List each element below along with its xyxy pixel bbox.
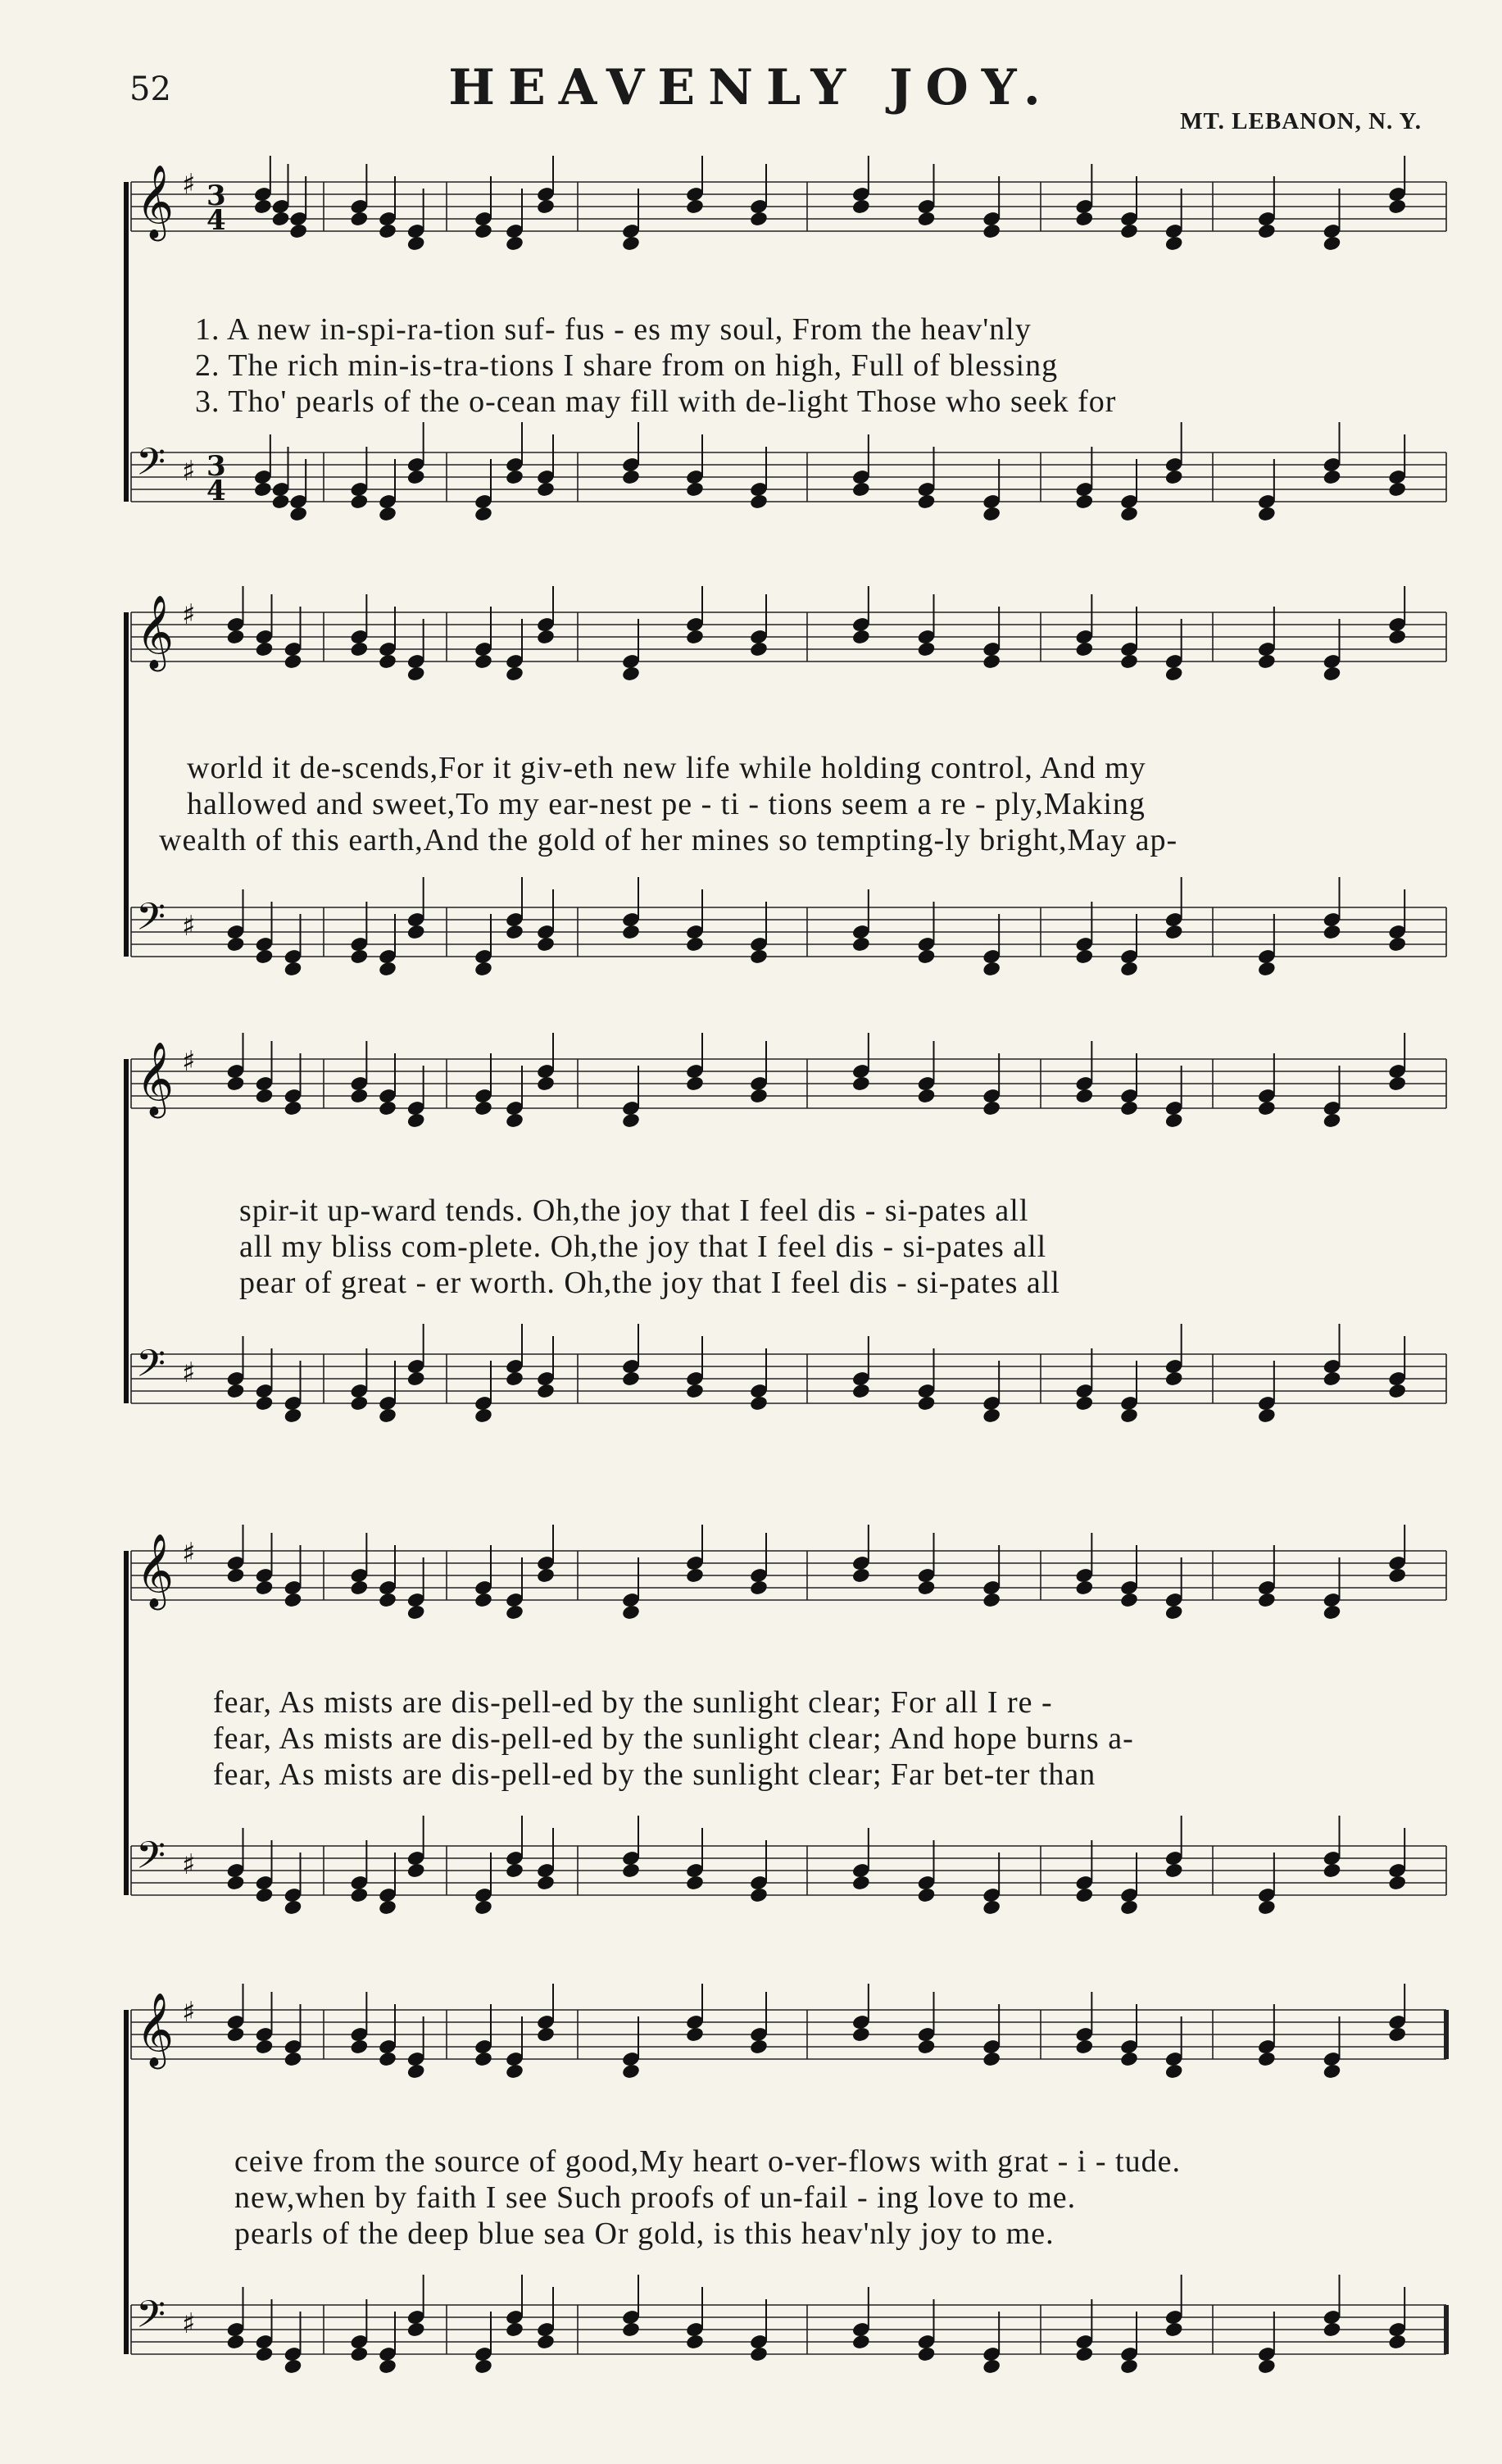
notehead	[982, 1592, 1001, 1609]
notehead	[1387, 936, 1407, 953]
notehead	[253, 198, 273, 216]
notehead	[621, 1862, 641, 1880]
notehead	[406, 924, 426, 941]
notehead	[284, 653, 303, 671]
notehead	[851, 2334, 871, 2351]
notehead	[749, 2039, 769, 2056]
notehead	[288, 506, 308, 523]
notehead	[226, 1567, 246, 1584]
notehead	[255, 2346, 275, 2363]
lyric-line-verse-1: fear, As mists are dis-pell-ed by the sunlight clear; For all I re -	[213, 1685, 1053, 1720]
notehead	[349, 2346, 369, 2363]
notehead	[749, 493, 769, 511]
notehead	[1164, 1862, 1184, 1880]
lyric-line-verse-1: spir-it up-ward tends. Oh,the joy that I feel dis - si-pates all	[239, 1193, 1029, 1228]
notehead	[271, 493, 291, 511]
notehead	[378, 506, 397, 523]
notehead	[1323, 1862, 1342, 1880]
notehead	[378, 1899, 397, 1916]
notehead	[1387, 1075, 1407, 1093]
notehead	[378, 2358, 397, 2375]
notehead	[1119, 223, 1139, 240]
notehead	[1074, 948, 1094, 966]
sharp-icon: ♯	[182, 1045, 196, 1078]
notehead	[288, 223, 308, 240]
notehead	[226, 629, 246, 646]
notehead	[851, 2026, 871, 2043]
notehead	[621, 924, 641, 941]
notehead	[255, 1395, 275, 1412]
notehead	[621, 469, 641, 486]
time-signature: 3	[206, 450, 226, 483]
lyric-line-verse-2: new,when by faith I see Such proofs of un-fail - ing love to me.	[234, 2180, 1077, 2215]
notehead	[749, 1088, 769, 1105]
notehead	[349, 1088, 369, 1105]
sharp-icon: ♯	[182, 1848, 196, 1881]
time-signature: 3	[206, 180, 226, 212]
notehead	[536, 629, 556, 646]
notehead	[1387, 1567, 1407, 1584]
notehead	[982, 2051, 1001, 2068]
origin-attribution: MT. LEBANON, N. Y.	[1180, 108, 1422, 134]
notehead	[1074, 641, 1094, 658]
lyric-line-verse-3: 3. Tho' pearls of the o-cean may fill with de-light Those who seek for	[195, 384, 1117, 419]
notehead	[349, 641, 369, 658]
lyric-line-verse-3: pear of great - er worth. Oh,the joy that I feel dis - si-pates all	[239, 1266, 1060, 1300]
notehead	[851, 1567, 871, 1584]
notehead	[982, 2358, 1001, 2375]
notehead	[749, 1887, 769, 1904]
notehead	[284, 1592, 303, 1609]
notehead	[536, 2026, 556, 2043]
lyric-line-verse-1: 1. A new in-spi-ra-tion suf- fus - es my soul, From the heav'nly	[195, 312, 1032, 347]
notehead	[1323, 1371, 1342, 1388]
time-signature: 4	[206, 475, 226, 507]
notehead	[536, 936, 556, 953]
notehead	[505, 924, 524, 941]
notehead	[1257, 223, 1277, 240]
bass-clef-icon: 𝄢	[136, 895, 166, 948]
bass-clef-icon: 𝄢	[136, 440, 166, 493]
notehead	[1164, 924, 1184, 941]
notehead	[505, 2321, 524, 2339]
notehead	[621, 1604, 641, 1621]
notehead	[1119, 961, 1139, 978]
notehead	[851, 198, 871, 216]
notehead	[255, 1580, 275, 1597]
notehead	[505, 2063, 524, 2080]
notehead	[749, 1580, 769, 1597]
notehead	[917, 1088, 937, 1105]
notehead	[1164, 1371, 1184, 1388]
lyric-line-verse-1: world it de-scends,For it giv-eth new life while holding control, And my	[187, 751, 1146, 785]
notehead	[1323, 469, 1342, 486]
notehead	[982, 1407, 1001, 1425]
notehead	[749, 2346, 769, 2363]
notehead	[406, 1371, 426, 1388]
notehead	[253, 481, 273, 498]
notehead	[474, 961, 493, 978]
notehead	[917, 2039, 937, 2056]
notehead	[749, 948, 769, 966]
notehead	[685, 1875, 705, 1892]
lyric-line-verse-1: ceive from the source of good,My heart o-ver-flows with grat - i - tude.	[234, 2144, 1181, 2179]
notehead	[917, 641, 937, 658]
notehead	[536, 1383, 556, 1400]
notehead	[982, 653, 1001, 671]
notehead	[1257, 1592, 1277, 1609]
notehead	[226, 936, 246, 953]
notehead	[536, 1567, 556, 1584]
notehead	[536, 481, 556, 498]
notehead	[505, 666, 524, 683]
notehead	[349, 2039, 369, 2056]
notehead	[851, 1875, 871, 1892]
notehead	[621, 1112, 641, 1130]
notehead	[474, 1592, 493, 1609]
notehead	[851, 1383, 871, 1400]
notehead	[1119, 653, 1139, 671]
lyric-line-verse-2: all my bliss com-plete. Oh,the joy that I feel dis - si-pates all	[239, 1230, 1047, 1264]
notehead	[255, 2039, 275, 2056]
notehead	[378, 223, 397, 240]
notehead	[1387, 1875, 1407, 1892]
notehead	[1323, 924, 1342, 941]
time-signature: 4	[206, 204, 226, 237]
notehead	[406, 666, 426, 683]
notehead	[505, 235, 524, 252]
notehead	[685, 481, 705, 498]
notehead	[1323, 666, 1342, 683]
notehead	[917, 2346, 937, 2363]
notehead	[378, 1592, 397, 1609]
lyric-line-verse-2: 2. The rich min-is-tra-tions I share from on high, Full of blessing	[195, 348, 1059, 383]
notehead	[406, 1862, 426, 1880]
notehead	[378, 961, 397, 978]
notehead	[1074, 2346, 1094, 2363]
music-system-2	[0, 586, 1502, 1012]
notehead	[851, 936, 871, 953]
notehead	[1387, 629, 1407, 646]
notehead	[378, 653, 397, 671]
notehead	[749, 641, 769, 658]
notehead	[685, 1383, 705, 1400]
notehead	[255, 948, 275, 966]
notehead	[917, 1580, 937, 1597]
notehead	[685, 2334, 705, 2351]
notehead	[685, 1075, 705, 1093]
sharp-icon: ♯	[182, 1357, 196, 1389]
notehead	[474, 2358, 493, 2375]
notehead	[474, 1407, 493, 1425]
notehead	[1257, 2358, 1277, 2375]
notehead	[536, 198, 556, 216]
notehead	[1119, 1592, 1139, 1609]
page-number: 52	[129, 70, 171, 108]
notehead	[917, 948, 937, 966]
notehead	[505, 1604, 524, 1621]
notehead	[1164, 666, 1184, 683]
notehead	[1119, 1100, 1139, 1117]
bass-clef-icon: 𝄢	[136, 1834, 166, 1887]
notehead	[378, 1100, 397, 1117]
notehead	[1119, 1407, 1139, 1425]
notehead	[406, 2321, 426, 2339]
notehead	[749, 1395, 769, 1412]
notehead	[505, 1112, 524, 1130]
notehead	[1387, 2026, 1407, 2043]
notehead	[284, 1899, 303, 1916]
notehead	[1387, 198, 1407, 216]
treble-clef-icon: 𝄞	[136, 595, 175, 669]
music-system-3	[0, 1033, 1502, 1492]
notehead	[349, 1887, 369, 1904]
notehead	[1387, 1383, 1407, 1400]
notehead	[1164, 235, 1184, 252]
notehead	[378, 1407, 397, 1425]
sharp-icon: ♯	[182, 2307, 196, 2340]
notehead	[1257, 961, 1277, 978]
notehead	[255, 641, 275, 658]
notehead	[621, 1371, 641, 1388]
notehead	[1074, 2039, 1094, 2056]
treble-clef-icon: 𝄞	[136, 1534, 175, 1607]
notehead	[1323, 2321, 1342, 2339]
notehead	[474, 1899, 493, 1916]
notehead	[474, 223, 493, 240]
notehead	[284, 961, 303, 978]
notehead	[1257, 506, 1277, 523]
treble-clef-icon: 𝄞	[136, 1042, 175, 1116]
treble-clef-icon: 𝄞	[136, 1993, 175, 2066]
hymn-title: HEAVENLY JOY.	[448, 59, 1054, 116]
notehead	[982, 506, 1001, 523]
lyric-line-verse-2: hallowed and sweet,To my ear-nest pe - ti - tions seem a re - ply,Making	[187, 787, 1146, 821]
notehead	[621, 2063, 641, 2080]
notehead	[1257, 1407, 1277, 1425]
notehead	[255, 1088, 275, 1105]
lyric-line-verse-3: fear, As mists are dis-pell-ed by the sunlight clear; Far bet-ter than	[213, 1757, 1096, 1792]
bass-clef-icon: 𝄢	[136, 1342, 166, 1395]
notehead	[917, 493, 937, 511]
notehead	[474, 2051, 493, 2068]
notehead	[1257, 1100, 1277, 1117]
notehead	[378, 2051, 397, 2068]
lyric-line-verse-3: pearls of the deep blue sea Or gold, is this heav'nly joy to me.	[234, 2216, 1055, 2251]
notehead	[1323, 1604, 1342, 1621]
lyric-line-verse-3: wealth of this earth,And the gold of her mines so tempting-ly bright,May ap-	[159, 823, 1178, 857]
notehead	[474, 1100, 493, 1117]
notehead	[406, 1604, 426, 1621]
notehead	[982, 223, 1001, 240]
notehead	[621, 666, 641, 683]
notehead	[1119, 2051, 1139, 2068]
bass-clef-icon: 𝄢	[136, 2293, 166, 2346]
notehead	[474, 506, 493, 523]
notehead	[271, 211, 291, 228]
notehead	[1119, 506, 1139, 523]
notehead	[406, 1112, 426, 1130]
notehead	[685, 629, 705, 646]
notehead	[1257, 1899, 1277, 1916]
lyric-line-verse-2: fear, As mists are dis-pell-ed by the sunlight clear; And hope burns a-	[213, 1721, 1134, 1756]
notehead	[917, 1395, 937, 1412]
notehead	[1074, 1580, 1094, 1597]
notehead	[685, 1567, 705, 1584]
sharp-icon: ♯	[182, 168, 196, 201]
treble-clef-icon: 𝄞	[136, 165, 175, 239]
notehead	[685, 198, 705, 216]
notehead	[851, 481, 871, 498]
notehead	[349, 1395, 369, 1412]
notehead	[1164, 2321, 1184, 2339]
notehead	[1074, 1088, 1094, 1105]
notehead	[1164, 1112, 1184, 1130]
notehead	[1164, 469, 1184, 486]
notehead	[1074, 211, 1094, 228]
notehead	[349, 211, 369, 228]
notehead	[255, 1887, 275, 1904]
sharp-icon: ♯	[182, 910, 196, 943]
sharp-icon: ♯	[182, 1537, 196, 1570]
notehead	[1387, 2334, 1407, 2351]
sharp-icon: ♯	[182, 455, 196, 488]
notehead	[1323, 235, 1342, 252]
notehead	[851, 1075, 871, 1093]
notehead	[536, 1875, 556, 1892]
notehead	[1257, 653, 1277, 671]
music-system-1	[0, 156, 1502, 549]
notehead	[685, 2026, 705, 2043]
notehead	[982, 1899, 1001, 1916]
notehead	[1323, 2063, 1342, 2080]
notehead	[917, 211, 937, 228]
notehead	[505, 469, 524, 486]
notehead	[1164, 1604, 1184, 1621]
notehead	[851, 629, 871, 646]
notehead	[685, 936, 705, 953]
notehead	[406, 235, 426, 252]
notehead	[621, 235, 641, 252]
notehead	[982, 961, 1001, 978]
music-system-4	[0, 1525, 1502, 1984]
notehead	[284, 2358, 303, 2375]
notehead	[917, 1887, 937, 1904]
notehead	[284, 2051, 303, 2068]
notehead	[284, 1407, 303, 1425]
notehead	[284, 1100, 303, 1117]
notehead	[1257, 2051, 1277, 2068]
notehead	[406, 469, 426, 486]
notehead	[749, 211, 769, 228]
notehead	[1074, 493, 1094, 511]
notehead	[982, 1100, 1001, 1117]
notehead	[406, 2063, 426, 2080]
notehead	[536, 2334, 556, 2351]
sharp-icon: ♯	[182, 1996, 196, 2029]
notehead	[226, 1075, 246, 1093]
notehead	[1387, 481, 1407, 498]
notehead	[226, 1875, 246, 1892]
notehead	[349, 493, 369, 511]
notehead	[226, 2026, 246, 2043]
notehead	[1074, 1395, 1094, 1412]
notehead	[1164, 2063, 1184, 2080]
notehead	[349, 948, 369, 966]
notehead	[1323, 1112, 1342, 1130]
notehead	[1119, 2358, 1139, 2375]
notehead	[349, 1580, 369, 1597]
notehead	[226, 2334, 246, 2351]
sharp-icon: ♯	[182, 598, 196, 631]
notehead	[505, 1862, 524, 1880]
notehead	[474, 653, 493, 671]
notehead	[226, 1383, 246, 1400]
notehead	[505, 1371, 524, 1388]
notehead	[536, 1075, 556, 1093]
music-system-5	[0, 1984, 1502, 2459]
notehead	[1119, 1899, 1139, 1916]
notehead	[1074, 1887, 1094, 1904]
notehead	[621, 2321, 641, 2339]
